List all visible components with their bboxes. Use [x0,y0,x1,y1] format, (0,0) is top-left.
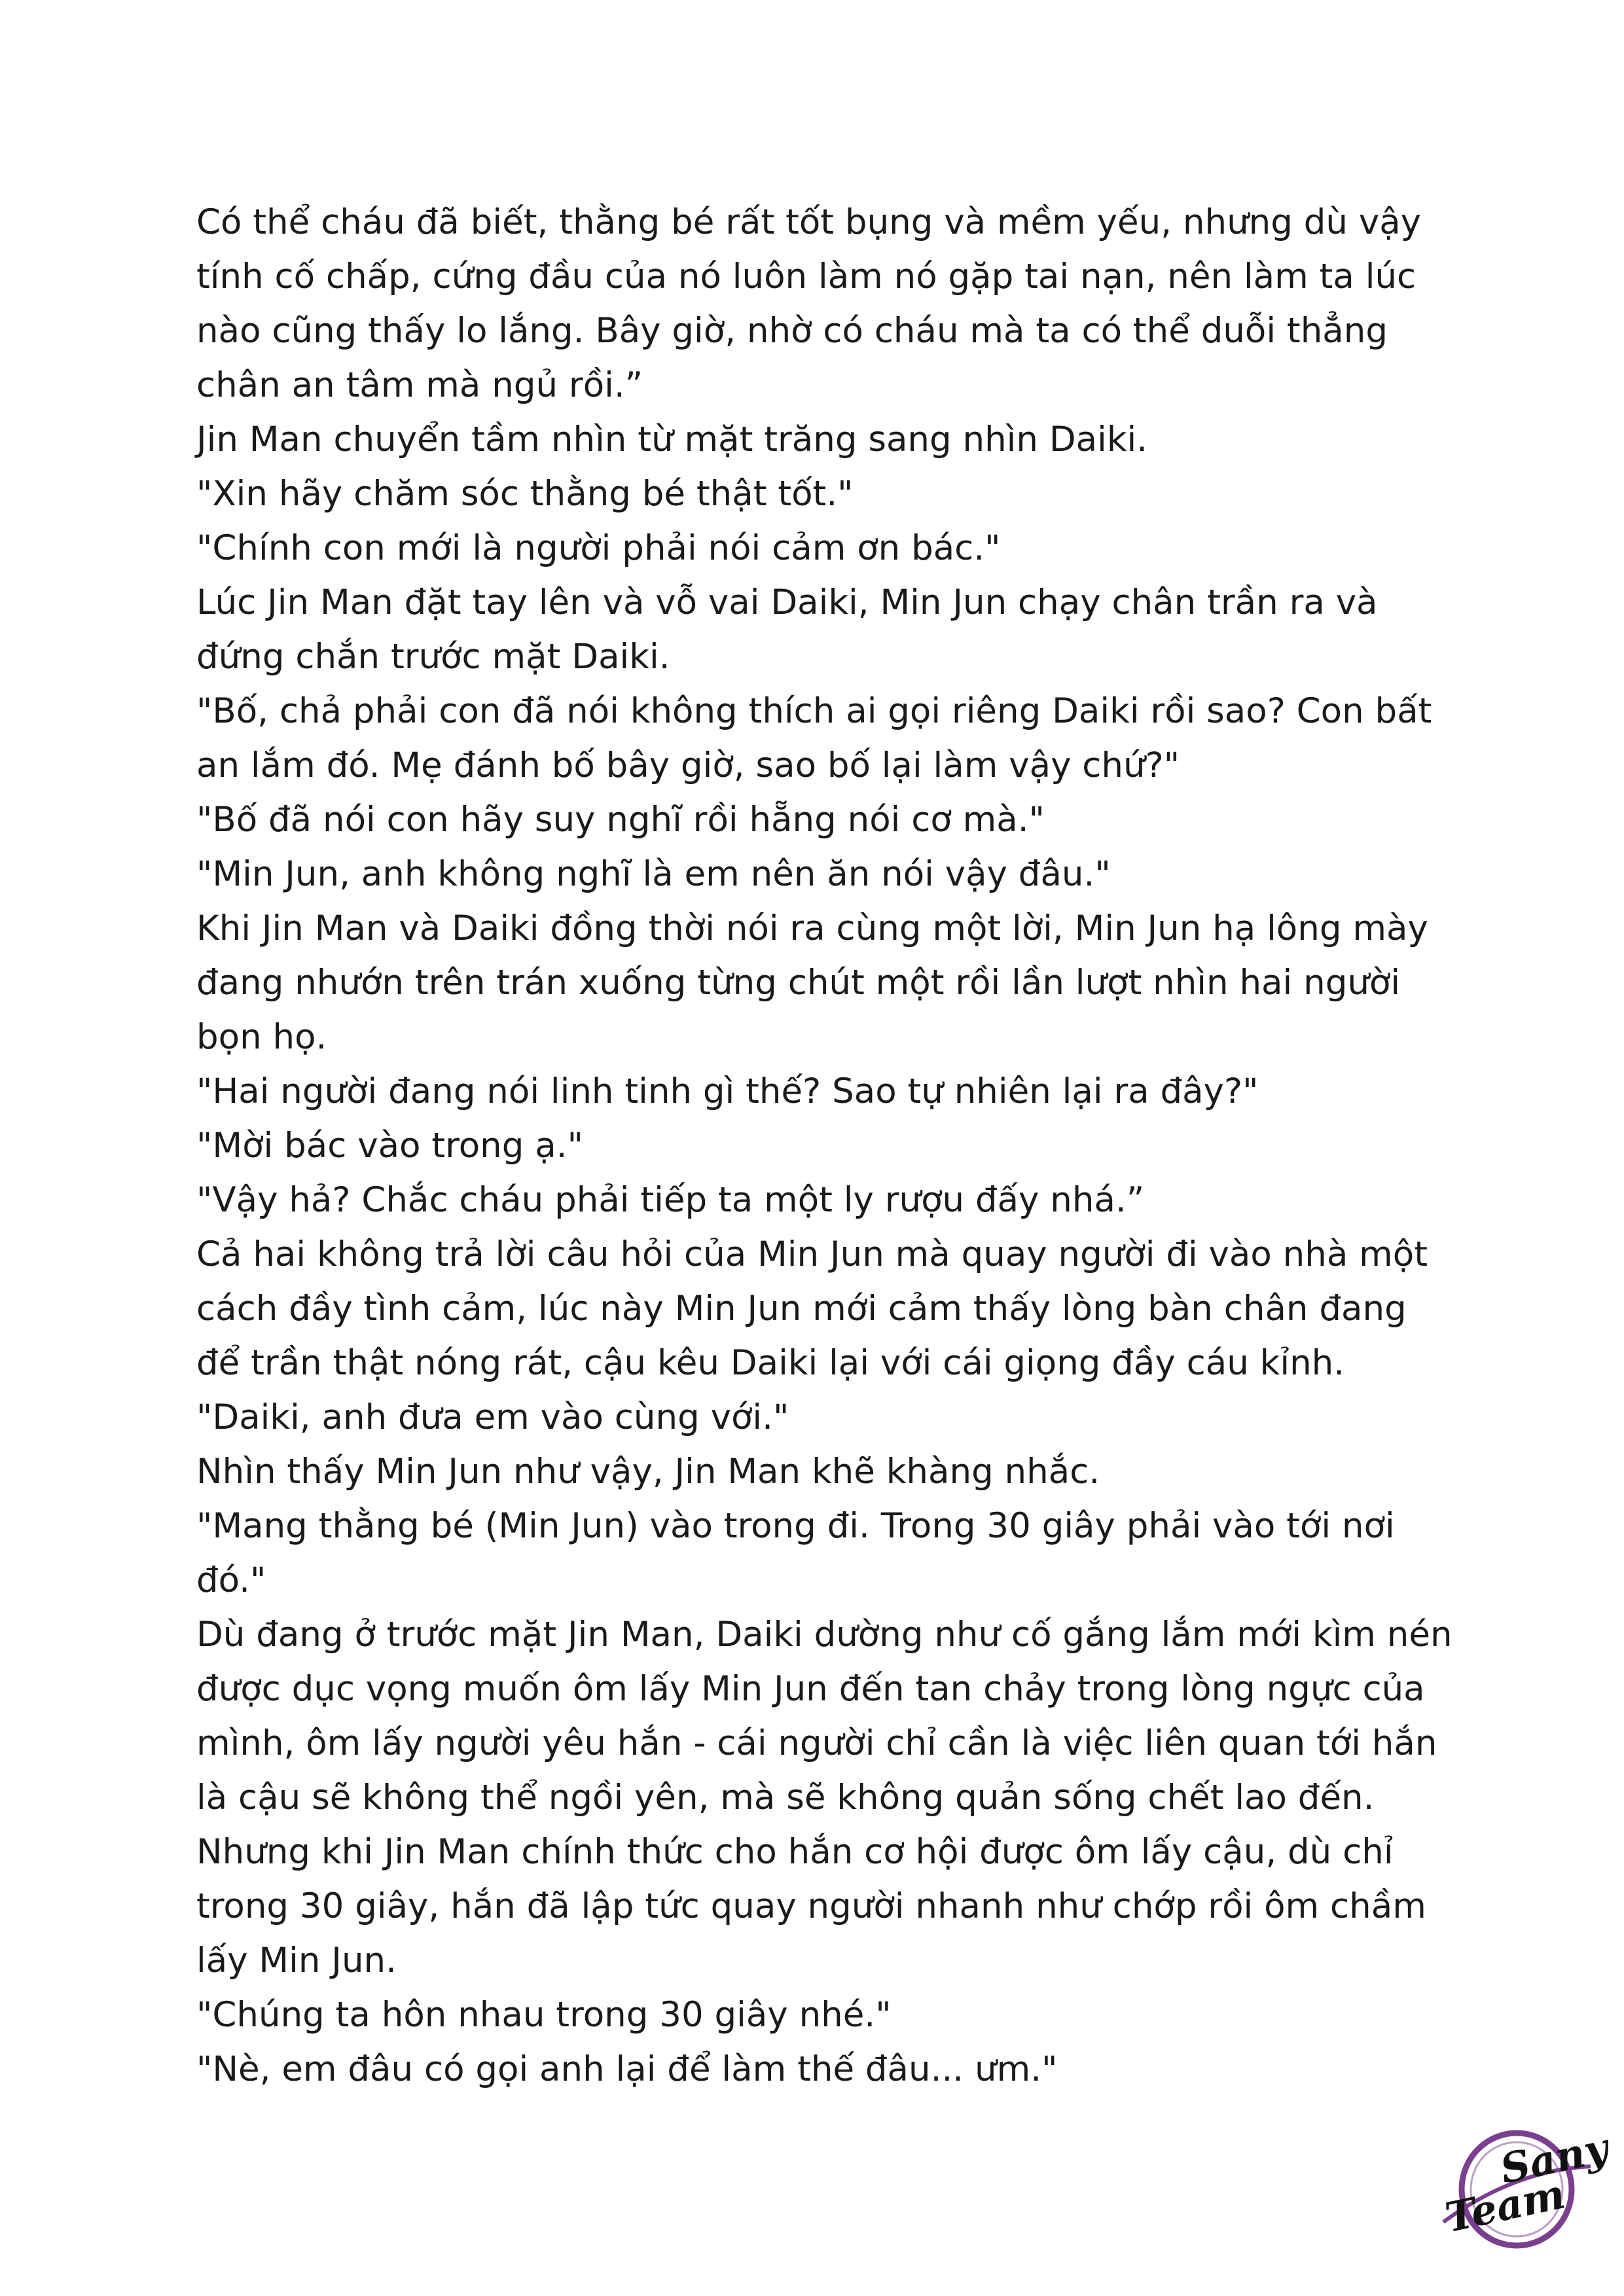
paragraph-17: Dù đang ở trước mặt Jin Man, Daiki dường như cố gắng lắm mới kìm nén được dục vọng muốn ôm lấy Min Jun đến tan chảy trong lòng ngực của mình, ôm lấy người yêu hắn - cái người chỉ cần là việc liên quan tới hắn là cậu sẽ không thể ngồi yên, mà sẽ không quản sống chết lao đến. Nhưng khi Jin Man chính thức cho hắn cơ hội được ôm lấy cậu, dù chỉ trong 30 giây, hắn đã lập tức quay người nhanh như chớp rồi ôm chầm lấy Min Jun. [196,1615,1464,1981]
paragraph-16: "Mang thằng bé (Min Jun) vào trong đi. Trong 30 giây phải vào tới nơi đó." [196,1506,1406,1600]
paragraph-4: "Chính con mới là người phải nói cảm ơn bác." [196,528,1001,568]
paragraph-6: "Bố, chả phải con đã nói không thích ai gọi riêng Daiki rồi sao? Con bất an lắm đó. Mẹ đánh bố bây giờ, sao bố lại làm vậy chứ?" [196,691,1443,785]
paragraph-3: "Xin hãy chăm sóc thằng bé thật tốt." [196,474,854,514]
paragraph-8: "Min Jun, anh không nghĩ là em nên ăn nói vậy đâu." [196,854,1111,894]
story-text [196,195,1464,2096]
paragraph-13: Cả hai không trả lời câu hỏi của Min Jun mà quay người đi vào nhà một cách đầy tình cảm, lúc này Min Jun mới cảm thấy lòng bàn chân đang để trần thật nóng rát, cậu kêu Daiki lại với cái giọng đầy cáu kỉnh. [196,1234,1439,1383]
logo-line-1: Sany [1496,2123,1613,2193]
paragraph-15: Nhìn thấy Min Jun như vậy, Jin Man khẽ khàng nhắc. [196,1452,1100,1492]
paragraph-5: Lúc Jin Man đặt tay lên và vỗ vai Daiki, Min Jun chạy chân trần ra và đứng chắn trước mặt Daiki. [196,583,1389,677]
paragraph-7: "Bố đã nói con hãy suy nghĩ rồi hẵng nói cơ mà." [196,800,1045,840]
paragraph-12: "Vậy hả? Chắc cháu phải tiếp ta một ly rượu đấy nhá.” [196,1180,1145,1220]
paragraph-9: Khi Jin Man và Daiki đồng thời nói ra cùng một lời, Min Jun hạ lông mày đang nhướn trên trán xuống từng chút một rồi lần lượt nhìn hai người bọn họ. [196,908,1439,1057]
logo-line-2: Team [1441,2170,1570,2242]
paragraph-1: Có thể cháu đã biết, thằng bé rất tốt bụng và mềm yếu, nhưng dù vậy tính cố chấp, cứng đầu của nó luôn làm nó gặp tai nạn, nên làm ta lúc nào cũng thấy lo lắng. Bây giờ, nhờ có cháu mà ta có thể duỗi thẳng chân an tâm mà ngủ rồi.” [196,202,1432,405]
paragraph-14: "Daiki, anh đưa em vào cùng với." [196,1397,789,1437]
sany-team-logo [1430,2123,1613,2255]
paragraph-2: Jin Man chuyển tầm nhìn từ mặt trăng sang nhìn Daiki. [196,420,1148,459]
paragraph-10: "Hai người đang nói linh tinh gì thế? Sao tự nhiên lại ra đây?" [196,1071,1259,1111]
paragraph-18: "Chúng ta hôn nhau trong 30 giây nhé." [196,1995,892,2035]
paragraph-19: "Nè, em đâu có gọi anh lại để làm thế đâu... ưm." [196,2049,1058,2089]
paragraph-11: "Mời bác vào trong ạ." [196,1126,583,1166]
